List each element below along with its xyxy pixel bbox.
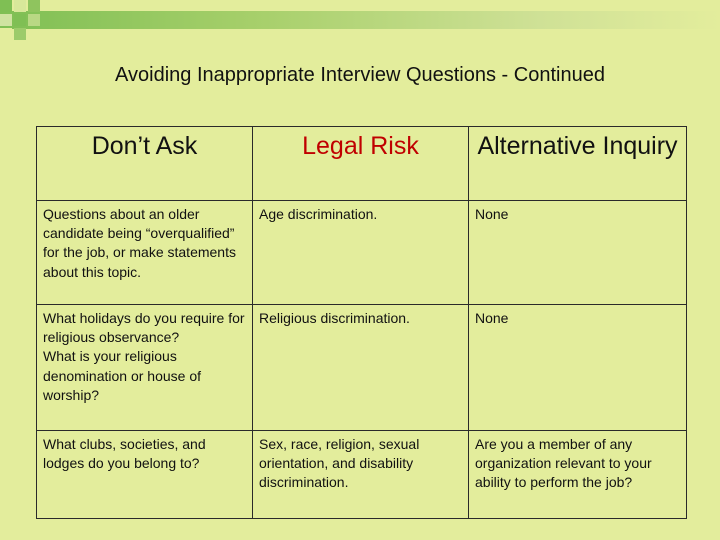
alternative-cell: None [469,201,687,305]
decorative-square [14,0,26,12]
decorative-square [14,28,26,40]
dont-ask-cell: Questions about an older candidate being “overqualified” for the job, or make statements about this topic. [37,201,253,305]
alternative-cell: Are you a member of any organization relevant to your ability to perform the job? [469,431,687,519]
header-legal-risk: Legal Risk [253,127,469,201]
decorative-square [14,14,26,26]
table-row [37,201,687,305]
decorative-square [0,14,12,26]
header-dont-ask: Don’t Ask [37,127,253,201]
dont-ask-cell: What clubs, societies, and lodges do you belong to? [37,431,253,519]
decorative-square [28,0,40,12]
dont-ask-cell: What holidays do you require for religious observance? What is your religious denomination or house of worship? [37,305,253,431]
decorative-square [0,28,12,40]
slide-title: Avoiding Inappropriate Interview Questions - Continued [115,64,605,86]
table-header-row [37,127,687,201]
alternative-cell: None [469,305,687,431]
interview-questions-table [36,126,687,519]
decorative-square [28,14,40,26]
legal-risk-cell: Sex, race, religion, sexual orientation, and disability discrimination. [253,431,469,519]
decorative-gradient-bar [0,11,720,29]
header-alternative-inquiry: Alternative Inquiry [469,127,687,201]
decorative-square [0,0,12,12]
table-row [37,431,687,519]
legal-risk-cell: Age discrimination. [253,201,469,305]
legal-risk-cell: Religious discrimination. [253,305,469,431]
table-row [37,305,687,431]
